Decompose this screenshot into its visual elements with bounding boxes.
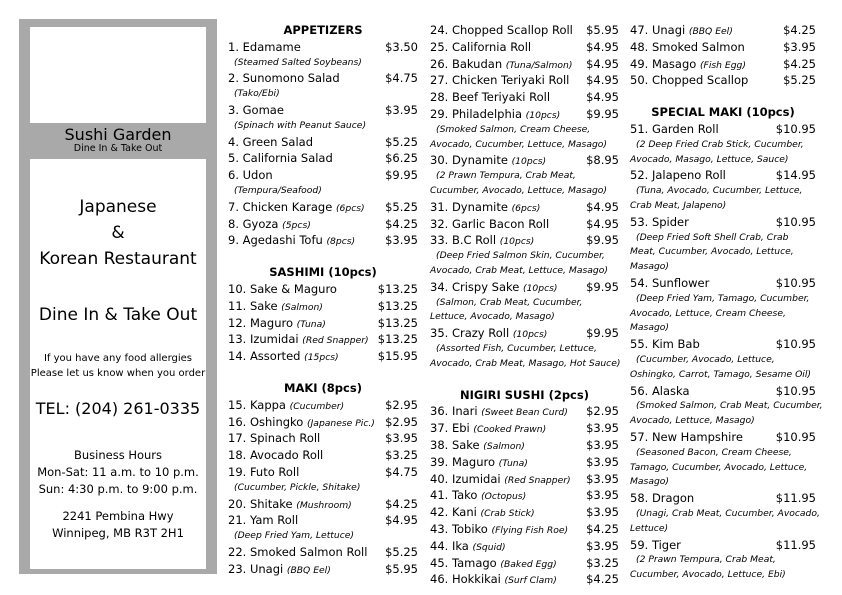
item-name: 29. Philadelphia — [430, 106, 523, 121]
menu-item — [430, 555, 619, 572]
item-detail: (Baked Egg) — [500, 558, 557, 570]
item-name: 31. Dynamite — [430, 199, 508, 214]
item-price: $2.95 — [385, 397, 418, 412]
item-detail: (10pcs) — [511, 156, 547, 168]
item-description: (Deep Fried Salmon Skin, Cucumber, — [436, 250, 605, 262]
item-name: 46. Hokkikai — [430, 572, 501, 587]
item-price: $10.95 — [775, 121, 816, 136]
item-detail: (Surf Clam) — [504, 575, 557, 587]
item-detail: (Flying Fish Roe) — [491, 524, 569, 536]
menu-item — [228, 414, 418, 431]
menu-item — [630, 22, 816, 39]
item-price: $5.95 — [385, 561, 418, 576]
item-description: (2 Deep Fried Crab Stick, Cucumber, — [636, 138, 804, 150]
item-detail: (6pcs) — [511, 202, 541, 214]
item-name: 30. Dynamite — [430, 153, 508, 168]
item-name: 45. Tamago — [430, 555, 497, 570]
item-name: 28. Beef Teriyaki Roll — [430, 90, 551, 105]
menu-item — [228, 430, 418, 447]
spacer — [430, 372, 619, 387]
hours-weekday: Mon-Sat: 11 a.m. to 10 p.m. — [37, 465, 199, 479]
allergy-note-2: Please let us know when you order — [30, 368, 206, 379]
menu-item — [430, 106, 619, 123]
item-name: 38. Sake — [430, 437, 480, 452]
item-detail: (BBQ Eel) — [688, 26, 733, 37]
menu-item — [228, 512, 418, 529]
menu-item — [228, 464, 418, 481]
item-price: $3.95 — [385, 431, 418, 446]
item-price: $4.95 — [385, 513, 418, 528]
item-detail: (Cooked Prawn) — [473, 424, 547, 436]
item-price: $9.95 — [586, 326, 619, 341]
item-name: 51. Garden Roll — [630, 121, 719, 136]
item-name: 1. Edamame — [228, 39, 301, 54]
item-description: Crab Meat, Jalapeno) — [630, 199, 727, 211]
menu-item — [630, 121, 816, 138]
item-price: $3.95 — [586, 421, 619, 436]
item-description: Meat, Cucumber, Avocado, Lettuce, — [630, 246, 794, 258]
item-description: (Spinach with Peanut Sauce) — [234, 119, 367, 131]
item-detail: (10pcs) — [525, 109, 561, 121]
menu-item — [430, 487, 619, 504]
item-name: 13. Izumidai — [228, 332, 299, 347]
brand-subtitle: Dine In & Take Out — [73, 143, 163, 154]
item-description: (Assorted Fish, Cucumber, Lettuce, — [436, 342, 597, 354]
menu-item — [630, 39, 816, 56]
item-name: 17. Spinach Roll — [228, 431, 321, 446]
item-name: 54. Sunflower — [630, 275, 710, 290]
menu-item — [228, 348, 418, 365]
item-detail: (10pcs) — [522, 282, 558, 294]
item-name: 27. Chicken Teriyaki Roll — [430, 73, 570, 88]
item-detail: (6pcs) — [335, 202, 365, 214]
item-description: (Unagi, Crab Meat, Cucumber, Avocado, — [636, 507, 820, 519]
item-description: (Tuna, Avocado, Cucumber, Lettuce, — [636, 185, 803, 197]
item-detail: (Cucumber) — [289, 400, 345, 412]
menu-item — [228, 216, 418, 233]
item-price: $4.95 — [586, 73, 619, 88]
item-name: 3. Gomae — [228, 102, 284, 117]
item-price: $10.95 — [775, 214, 816, 229]
menu-item — [228, 496, 418, 513]
info-sidebar — [19, 19, 217, 574]
item-name: 57. New Hampshire — [630, 429, 743, 444]
item-name: 32. Garlic Bacon Roll — [430, 216, 550, 231]
menu-item — [228, 150, 418, 167]
menu-item — [228, 281, 418, 298]
spacer — [228, 249, 418, 264]
item-name: 24. Chopped Scallop Roll — [430, 23, 573, 37]
item-name: 26. Bakudan — [430, 56, 503, 71]
menu-item — [630, 336, 816, 353]
item-price: $3.95 — [385, 102, 418, 117]
item-detail: (15pcs) — [304, 352, 339, 364]
item-price: $3.95 — [586, 437, 619, 452]
item-description: (Tako/Ebi) — [234, 88, 280, 100]
menu-item — [630, 383, 816, 400]
item-price: $11.95 — [775, 491, 816, 506]
item-name: 18. Avocado Roll — [228, 448, 324, 463]
section-title: APPETIZERS — [283, 23, 363, 37]
menu-item — [430, 504, 619, 521]
item-name: 23. Unagi — [228, 561, 284, 576]
item-name: 52. Jalapeno Roll — [630, 168, 726, 183]
menu-item — [630, 275, 816, 292]
item-price: $10.95 — [775, 275, 816, 290]
menu-item — [630, 56, 816, 73]
item-description: (Cucumber, Pickle, Shitake) — [234, 481, 361, 493]
item-description: (Deep Fried Yam, Lettuce) — [234, 530, 355, 542]
menu-item — [430, 39, 619, 56]
menu-item — [630, 72, 816, 89]
item-price: $4.95 — [586, 39, 619, 54]
menu-item — [430, 216, 619, 233]
section-title: NIGIRI SUSHI (2pcs) — [460, 387, 589, 402]
item-price: $6.25 — [385, 151, 418, 166]
item-description: Cucumber, Avocado, Lettuce, Masago) — [430, 184, 607, 196]
menu-item — [430, 232, 619, 249]
item-price: $3.25 — [385, 448, 418, 463]
item-name: 25. California Roll — [430, 39, 532, 54]
item-detail: (8pcs) — [326, 236, 356, 248]
menu-column-3 — [630, 22, 823, 583]
menu-item — [430, 22, 619, 39]
menu-item — [228, 167, 418, 184]
item-name: 39. Maguro — [430, 454, 496, 469]
item-name: 15. Kappa — [228, 397, 286, 412]
item-description: (2 Prawn Tempura, Crab Meat, — [436, 170, 576, 182]
item-description: (Tempura/Seafood) — [234, 184, 322, 196]
cuisine-line-3: Korean Restaurant — [39, 249, 197, 269]
item-description: (Steamed Salted Soybeans) — [234, 56, 362, 68]
item-name: 49. Masago — [630, 56, 697, 71]
item-name: 12. Maguro — [228, 315, 294, 330]
item-price: $3.95 — [586, 488, 619, 503]
item-name: 41. Tako — [430, 488, 478, 503]
section-title: SPECIAL MAKI (10pcs) — [651, 105, 795, 120]
item-price: $4.25 — [783, 23, 816, 37]
item-price: $4.25 — [586, 521, 619, 536]
phone-number: TEL: (204) 261-0335 — [35, 399, 201, 418]
item-price: $5.25 — [385, 199, 418, 214]
item-description: (2 Prawn Tempura, Crab Meat, — [636, 554, 776, 566]
item-name: 58. Dragon — [630, 491, 695, 506]
menu-item — [430, 571, 619, 588]
item-detail: (Red Snapper) — [504, 474, 571, 486]
item-price: $15.95 — [377, 349, 418, 364]
item-detail: (Tuna) — [296, 318, 326, 330]
item-description: Masago) — [630, 322, 670, 334]
item-description: Avocado, Cucumber, Lettuce, Masago) — [430, 138, 607, 150]
item-name: 6. Udon — [228, 168, 273, 183]
item-detail: (Sweet Bean Curd) — [481, 407, 568, 419]
item-name: 36. Inari — [430, 404, 478, 419]
item-name: 47. Unagi — [630, 23, 686, 37]
hours-sunday: Sun: 4:30 p.m. to 9:00 p.m. — [38, 482, 198, 496]
menu-item — [430, 437, 619, 454]
item-detail: (Japanese Pic.) — [307, 417, 375, 429]
item-name: 59. Tiger — [630, 537, 681, 552]
item-description: (Cucumber, Avocado, Lettuce, — [636, 353, 775, 365]
item-description: Lettuce) — [630, 522, 669, 534]
item-name: 50. Chopped Scallop — [630, 73, 749, 88]
item-price: $9.95 — [586, 233, 619, 248]
item-name: 34. Crispy Sake — [430, 279, 520, 294]
item-name: 53. Spider — [630, 214, 689, 229]
item-name: 22. Smoked Salmon Roll — [228, 544, 368, 559]
menu-item — [228, 232, 418, 249]
item-detail: (Tuna) — [498, 457, 528, 469]
item-name: 20. Shitake — [228, 496, 293, 511]
menu-item — [228, 561, 418, 578]
item-price: $4.95 — [586, 216, 619, 231]
item-price: $4.75 — [385, 464, 418, 479]
menu-item — [228, 102, 418, 119]
item-price: $5.25 — [783, 73, 816, 88]
item-description: Masago) — [630, 476, 670, 488]
item-price: $3.50 — [385, 39, 418, 54]
menu-item — [430, 521, 619, 538]
menu-item — [228, 70, 418, 87]
item-description: (Salmon, Crab Meat, Cucumber, — [436, 296, 583, 308]
item-name: 16. Oshingko — [228, 414, 304, 429]
menu-item — [630, 429, 816, 446]
allergy-note-1: If you have any food allergies — [43, 353, 193, 364]
item-description: Avocado, Lettuce, Masago) — [630, 415, 755, 427]
item-name: 44. Ika — [430, 538, 469, 553]
menu-item — [630, 490, 816, 507]
menu-item — [228, 331, 418, 348]
item-name: 7. Chicken Karage — [228, 199, 333, 214]
item-name: 11. Sake — [228, 298, 278, 313]
item-name: 48. Smoked Salmon — [630, 39, 745, 54]
item-detail: (10pcs) — [499, 236, 535, 248]
menu-column-1 — [228, 22, 418, 578]
menu-item — [430, 72, 619, 89]
item-price: $4.95 — [586, 90, 619, 105]
item-name: 10. Sake & Maguro — [228, 281, 337, 296]
item-description: (Deep Fried Soft Shell Crab, Crab — [636, 231, 789, 243]
item-description: Avocado, Lettuce, Cream Cheese, — [630, 307, 786, 319]
item-price: $2.95 — [586, 404, 619, 419]
menu-item — [228, 39, 418, 56]
item-name: 37. Ebi — [430, 421, 470, 436]
menu-item — [630, 537, 816, 554]
menu-item — [630, 167, 816, 184]
item-description: (Smoked Salmon, Cream Cheese, — [436, 123, 591, 135]
spacer — [630, 89, 816, 104]
item-price: $4.25 — [586, 572, 619, 587]
item-detail: (Salmon) — [281, 301, 323, 313]
item-name: 56. Alaska — [630, 383, 690, 398]
item-detail: (10pcs) — [512, 329, 548, 341]
item-detail: (Mushroom) — [296, 499, 352, 511]
item-name: 33. B.C Roll — [430, 233, 497, 248]
item-detail: (Red Snapper) — [302, 335, 369, 347]
item-price: $10.95 — [775, 337, 816, 352]
item-name: 2. Sunomono Salad — [228, 71, 340, 86]
item-description: Avocado, Masago, Lettuce, Sauce) — [630, 153, 789, 165]
menu-item — [228, 199, 418, 216]
menu-item — [228, 447, 418, 464]
item-price: $4.25 — [783, 56, 816, 71]
address-line-2: Winnipeg, MB R3T 2H1 — [52, 526, 184, 540]
item-price: $4.95 — [586, 199, 619, 214]
item-name: 55. Kim Bab — [630, 337, 700, 352]
item-price: $4.25 — [385, 216, 418, 231]
item-name: 5. California Salad — [228, 151, 333, 166]
menu-item — [430, 538, 619, 555]
item-price: $3.95 — [586, 505, 619, 520]
menu-item — [630, 214, 816, 231]
item-detail: (Fish Egg) — [699, 59, 746, 71]
item-name: 35. Crazy Roll — [430, 326, 510, 341]
item-detail: (Tuna/Salmon) — [505, 59, 573, 71]
item-price: $2.95 — [385, 414, 418, 429]
item-price: $9.95 — [586, 106, 619, 121]
item-price: $8.95 — [586, 153, 619, 168]
brand-block — [19, 126, 217, 154]
menu-item — [430, 199, 619, 216]
item-name: 42. Kani — [430, 505, 477, 520]
item-name: 8. Gyoza — [228, 216, 279, 231]
cuisine-line-2: & — [111, 223, 125, 243]
item-price: $5.25 — [385, 134, 418, 149]
item-price: $13.25 — [377, 332, 418, 347]
item-price: $3.25 — [586, 555, 619, 570]
hours-title: Business Hours — [73, 448, 163, 462]
item-price: $4.75 — [385, 71, 418, 86]
item-detail: (Octopus) — [481, 491, 527, 503]
menu-item — [228, 134, 418, 151]
item-description: Lettuce, Avocado, Masago) — [430, 311, 555, 323]
menu-item — [228, 298, 418, 315]
item-detail: (Salmon) — [483, 440, 525, 452]
item-detail: (5pcs) — [282, 219, 311, 231]
item-price: $14.95 — [775, 168, 816, 183]
item-name: 19. Futo Roll — [228, 464, 300, 479]
item-price: $4.95 — [586, 56, 619, 71]
item-price: $10.95 — [775, 383, 816, 398]
item-price: $3.95 — [586, 471, 619, 486]
service-type: Dine In & Take Out — [38, 305, 198, 325]
item-price: $9.95 — [586, 279, 619, 294]
section-title: MAKI (8pcs) — [284, 380, 362, 395]
item-name: 43. Tobiko — [430, 521, 488, 536]
menu-item — [430, 279, 619, 296]
item-description: Cucumber, Avocado, Lettuce, Ebi) — [630, 569, 786, 581]
info-box — [30, 159, 206, 569]
menu-item — [430, 325, 619, 342]
item-detail: (BBQ Eel) — [286, 564, 331, 576]
address-line-1: 2241 Pembina Hwy — [62, 509, 174, 523]
item-name: 40. Izumidai — [430, 471, 501, 486]
menu-item — [430, 454, 619, 471]
item-price: $4.25 — [385, 496, 418, 511]
item-price: $3.95 — [586, 538, 619, 553]
item-price: $5.95 — [586, 23, 619, 37]
item-price: $10.95 — [775, 429, 816, 444]
item-description: Oshingko, Carrot, Tamago, Sesame Oil) — [630, 368, 811, 380]
menu-item — [228, 315, 418, 332]
menu-item — [430, 56, 619, 73]
item-price: $11.95 — [775, 537, 816, 552]
item-name: 14. Assorted — [228, 349, 301, 364]
cuisine-line-1: Japanese — [79, 197, 157, 217]
item-price: $3.95 — [385, 233, 418, 248]
item-price: $3.95 — [586, 454, 619, 469]
item-name: 9. Agedashi Tofu — [228, 233, 323, 248]
item-price: $13.25 — [377, 298, 418, 313]
item-description: (Deep Fried Yam, Tamago, Cucumber, — [636, 292, 810, 304]
item-price: $5.25 — [385, 544, 418, 559]
menu-item — [430, 152, 619, 169]
item-detail: (Crab Stick) — [480, 508, 535, 520]
menu-item — [228, 544, 418, 561]
item-description: (Seasoned Bacon, Cream Cheese, — [636, 446, 792, 458]
item-description: (Smoked Salmon, Crab Meat, Cucumber, — [636, 400, 823, 412]
logo-placeholder — [30, 27, 206, 123]
item-description: Tamago, Cucumber, Avocado, Lettuce, — [630, 461, 808, 473]
menu-item — [430, 471, 619, 488]
item-description: Avocado, Crab Meat, Masago, Hot Sauce) — [430, 357, 621, 369]
menu-column-2 — [430, 22, 619, 588]
item-price: $13.25 — [377, 281, 418, 296]
item-name: 4. Green Salad — [228, 134, 313, 149]
spacer — [228, 365, 418, 380]
menu-item — [430, 89, 619, 106]
menu-item — [430, 403, 619, 420]
menu-item — [228, 397, 418, 414]
item-price: $9.95 — [385, 168, 418, 183]
menu-item — [430, 420, 619, 437]
section-title: SASHIMI (10pcs) — [269, 265, 377, 280]
item-description: Masago) — [630, 261, 670, 273]
item-price: $13.25 — [377, 315, 418, 330]
item-name: 21. Yam Roll — [228, 513, 299, 528]
item-description: Avocado, Crab Meat, Lettuce, Masago) — [430, 264, 608, 276]
item-price: $3.95 — [783, 39, 816, 54]
item-detail: (Squid) — [472, 541, 506, 553]
brand-name: Sushi Garden — [64, 125, 172, 144]
